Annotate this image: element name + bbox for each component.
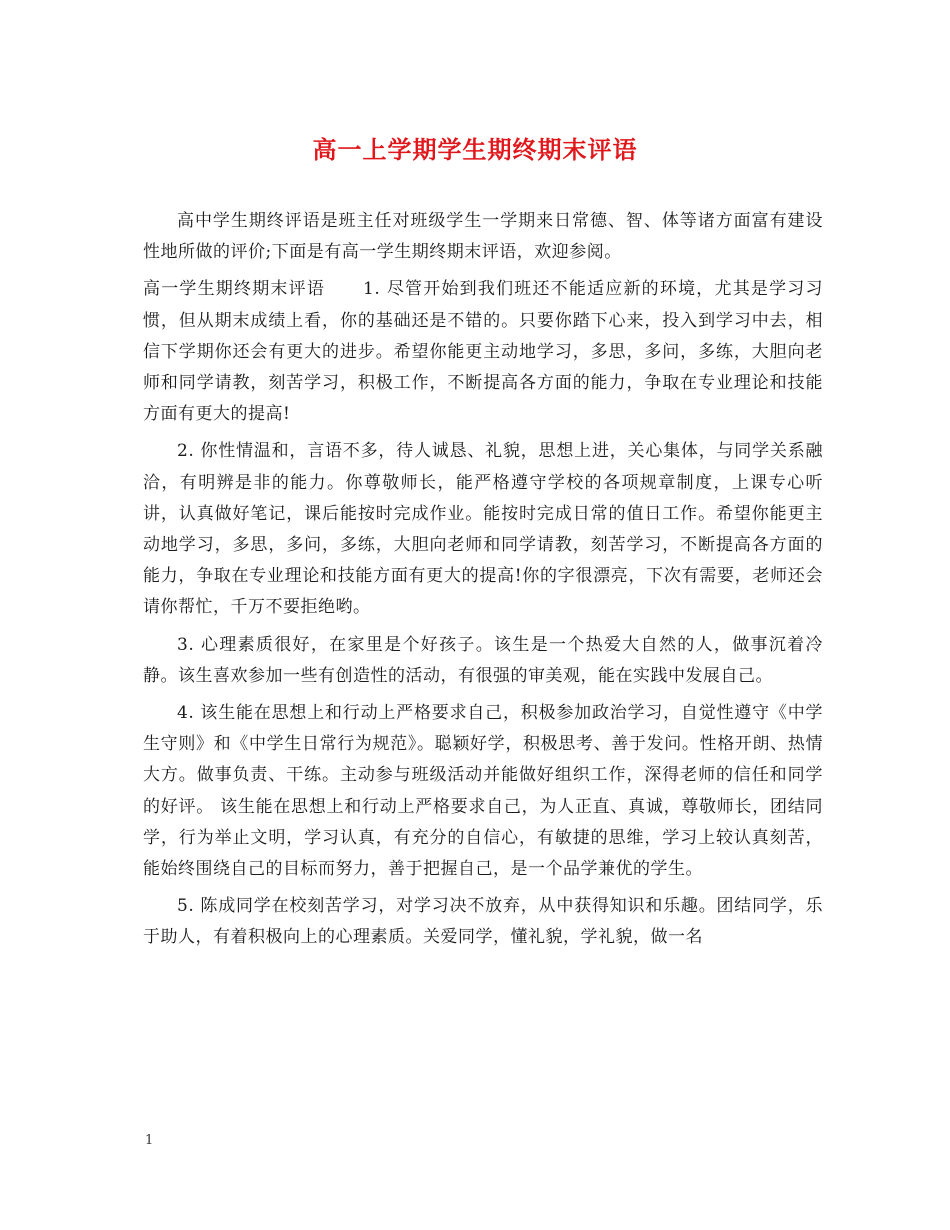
page-number: 1 <box>145 1133 154 1148</box>
item-5-paragraph: 5. 陈成同学在校刻苦学习，对学习决不放弃，从中获得知识和乐趣。团结同学，乐于助人，有着积极向上的心理素质。关爱同学，懂礼貌，学礼貌，做一名 <box>143 896 823 948</box>
document-title: 高一上学期学生期终期末评语 <box>312 135 638 164</box>
section-heading: 高一学生期终期末评语 <box>143 279 326 300</box>
intro-paragraph: 高中学生期终评语是班主任对班级学生一学期来日常德、智、体等诸方面富有建设性地所做的评价;下面是有高一学生期终期末评语，欢迎参阅。 <box>143 211 823 263</box>
item-2-paragraph: 2. 你性情温和，言语不多，待人诚恳、礼貌，思想上进，关心集体，与同学关系融洽，有明辨是非的能力。你尊敬师长，能严格遵守学校的各项规章制度，上课专心听讲，认真做好笔记，课后能按时完成作业。能按时完成日常的值日工作。希望你能更主动地学习，多思，多问，多练，大胆向老师和同学请教，刻苦学习，不断提高各方面的能力，争取在专业理论和技能方面有更大的提高!你的字很漂亮，下次有需要，老师还会请你帮忙，千万不要拒绝哟。 <box>143 441 823 618</box>
item-1-text: 1. 尽管开始到我们班还不能适应新的环境，尤其是学习习惯，但从期末成绩上看，你的基础还是不错的。只要你踏下心来，投入到学习中去，相信下学期你还会有更大的进步。希望你能更主动地学习，多思，多问，多练，大胆向老师和同学请教，刻苦学习，积极工作，不断提高各方面的能力，争取在专业理论和技能方面有更大的提高! <box>143 279 824 425</box>
item-4-paragraph: 4. 该生能在思想上和行动上严格要求自己，积极参加政治学习，自觉性遵守《中学生守则》和《中学生日常行为规范》。聪颖好学，积极思考、善于发问。性格开朗、热情大方。做事负责、干练。主动参与班级活动并能做好组织工作，深得老师的信任和同学的好评。 该生能在思想上和行动上严格要求自己，为人正直、真诚，尊敬师长，团结同学，行为举止文明，学习认真，有充分的自信心，有敏捷的思维，学习上较认真刻苦，能始终围绕自己的目标而努力，善于把握自己，是一个品学兼优的学生。 <box>143 703 823 880</box>
item-1-paragraph <box>143 274 823 430</box>
document-body <box>143 206 823 960</box>
item-3-paragraph: 3. 心理素质很好，在家里是个好孩子。该生是一个热爱大自然的人，做事沉着冷静。该生喜欢参加一些有创造性的活动，有很强的审美观，能在实践中发展自己。 <box>143 634 823 686</box>
